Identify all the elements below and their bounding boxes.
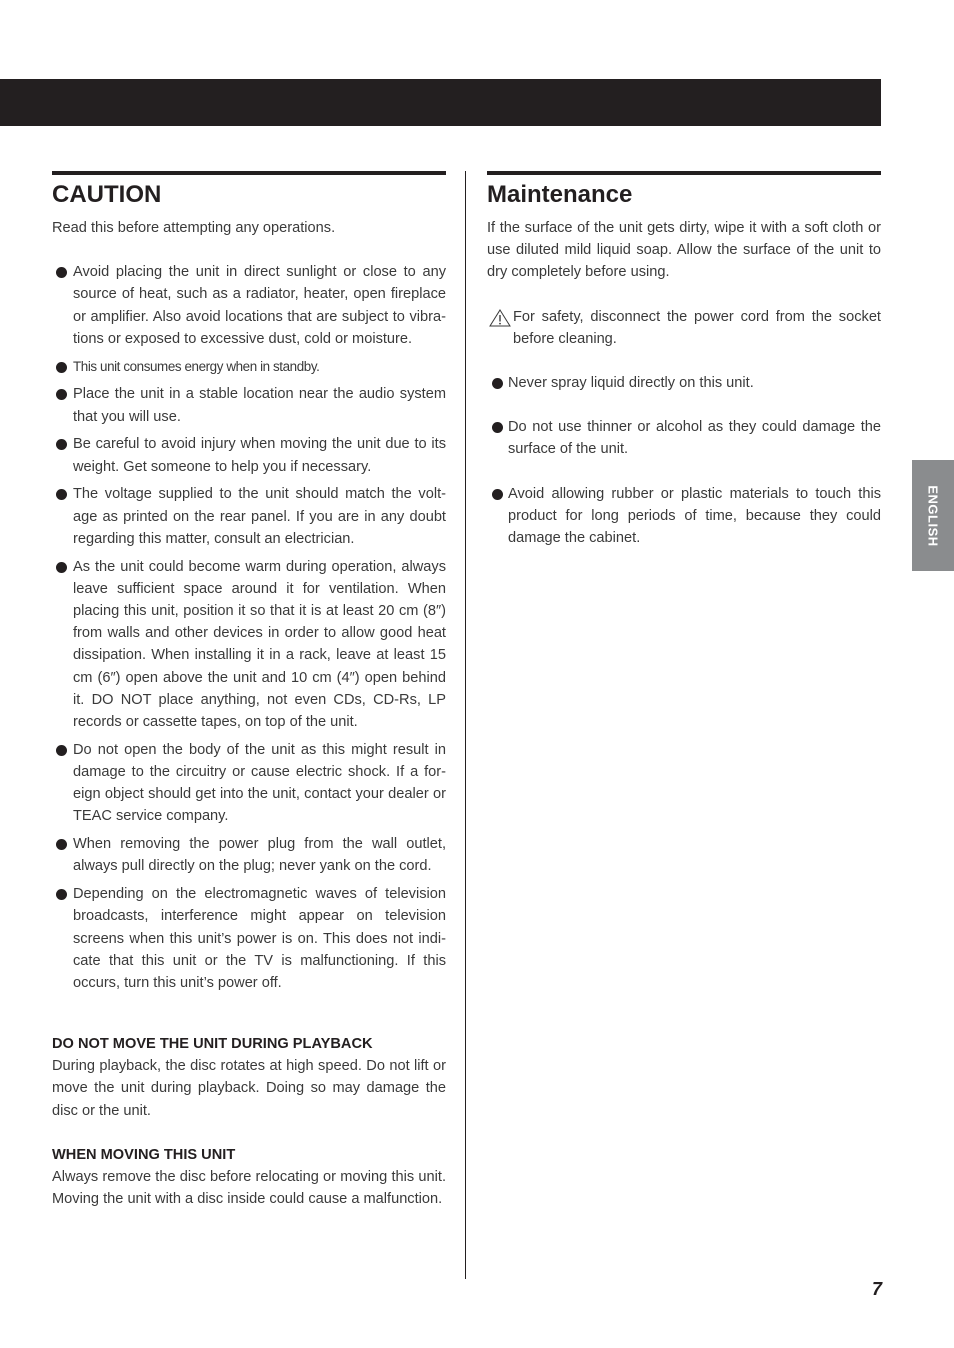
moving-text: Always remove the disc before relocating or moving this unit. Moving the unit with a disc inside could cause a malfunction.: [52, 1168, 446, 1208]
bullet-icon: [56, 562, 67, 573]
safety-warning: [487, 306, 881, 350]
maintenance-item: Never spray liquid directly on this unit.: [487, 372, 881, 394]
bullet-icon: [56, 389, 67, 400]
bullet-icon: [56, 745, 67, 756]
bullet-icon: [492, 489, 503, 500]
caution-title: CAUTION: [52, 181, 162, 208]
bullet-icon: [56, 839, 67, 850]
maintenance-list: [487, 372, 881, 549]
maintenance-intro: If the surface of the unit gets dirty, wipe it with a soft cloth or use diluted mild liquid soap. Allow the surface of the unit to dry completely before using.: [487, 220, 881, 281]
caution-item: When removing the power plug from the wall outlet, always pull directly on the plug; never yank on the cord.: [52, 833, 446, 877]
caution-intro: Read this before attempting any operations.: [52, 220, 336, 236]
caution-item: This unit consumes energy when in standby.: [52, 356, 446, 378]
caution-column: [52, 171, 446, 1210]
warning-text: For safety, disconnect the power cord from the socket before cleaning.: [513, 308, 881, 347]
caution-item: As the unit could become warm during operation, always leave sufficient space around it for ventilation. When placing this unit, position it so that it is at least 20 cm (8″) from walls and other devices in order to allow good heat dissipation. When installing it in a rack, leave at least 15 cm (6″) open above the unit and 10 cm (4″) open behind it. DO NOT place anything, not even CDs, CD-Rs, LP records or cassette tapes, on top of the unit.: [52, 556, 446, 734]
language-tab: [912, 460, 954, 571]
bullet-icon: [492, 378, 503, 389]
playback-heading: DO NOT MOVE THE UNIT DURING PLAYBACK: [52, 1036, 373, 1053]
bullet-icon: [56, 489, 67, 500]
bullet-icon: [56, 439, 67, 450]
caution-item: The voltage supplied to the unit should match the volt-age as printed on the rear panel. If you are in any doubt regarding this matter, consult an electrician.: [52, 483, 446, 550]
bullet-icon: [56, 362, 67, 373]
caution-list: [52, 261, 446, 994]
maintenance-title: Maintenance: [487, 181, 633, 208]
page-number: 7: [871, 1279, 882, 1299]
caution-item: Do not open the body of the unit as this might result in damage to the circuitry or cause electric shock. If a for-eign object should get into the unit, contact your dealer or TEAC service company.: [52, 739, 446, 828]
maintenance-column: [487, 171, 881, 549]
language-tab-label: ENGLISH: [925, 484, 941, 547]
moving-heading: WHEN MOVING THIS UNIT: [52, 1146, 236, 1163]
caution-item: Avoid placing the unit in direct sunlight or close to any source of heat, such as a radiator, heater, open fireplace or amplifier. Also avoid locations that are subject to vibra-tions or exposed to excessive dust, cold or moisture.: [52, 261, 446, 350]
playback-text: During playback, the disc rotates at high speed. Do not lift or move the unit during playback. Doing so may damage the disc or the unit.: [52, 1058, 446, 1119]
bullet-icon: [56, 889, 67, 900]
column-divider: [465, 171, 466, 1279]
maintenance-item: Do not use thinner or alcohol as they could damage the surface of the unit.: [487, 416, 881, 460]
caution-item: Depending on the electromagnetic waves of television broadcasts, interference might appear on television screens when this unit’s power is on. This does not indi-cate that this unit or the TV is malfunctioning. If this occurs, turn this unit’s power off.: [52, 883, 446, 994]
bullet-icon: [492, 422, 503, 433]
caution-item: Place the unit in a stable location near the audio system that you will use.: [52, 383, 446, 427]
warning-triangle-icon: [489, 309, 511, 327]
maintenance-item: Avoid allowing rubber or plastic materials to touch this product for long periods of time, because they could damage the cabinet.: [487, 483, 881, 550]
caution-item: Be careful to avoid injury when moving the unit due to its weight. Get someone to help you if necessary.: [52, 433, 446, 477]
header-bar: [0, 79, 881, 126]
bullet-icon: [56, 267, 67, 278]
